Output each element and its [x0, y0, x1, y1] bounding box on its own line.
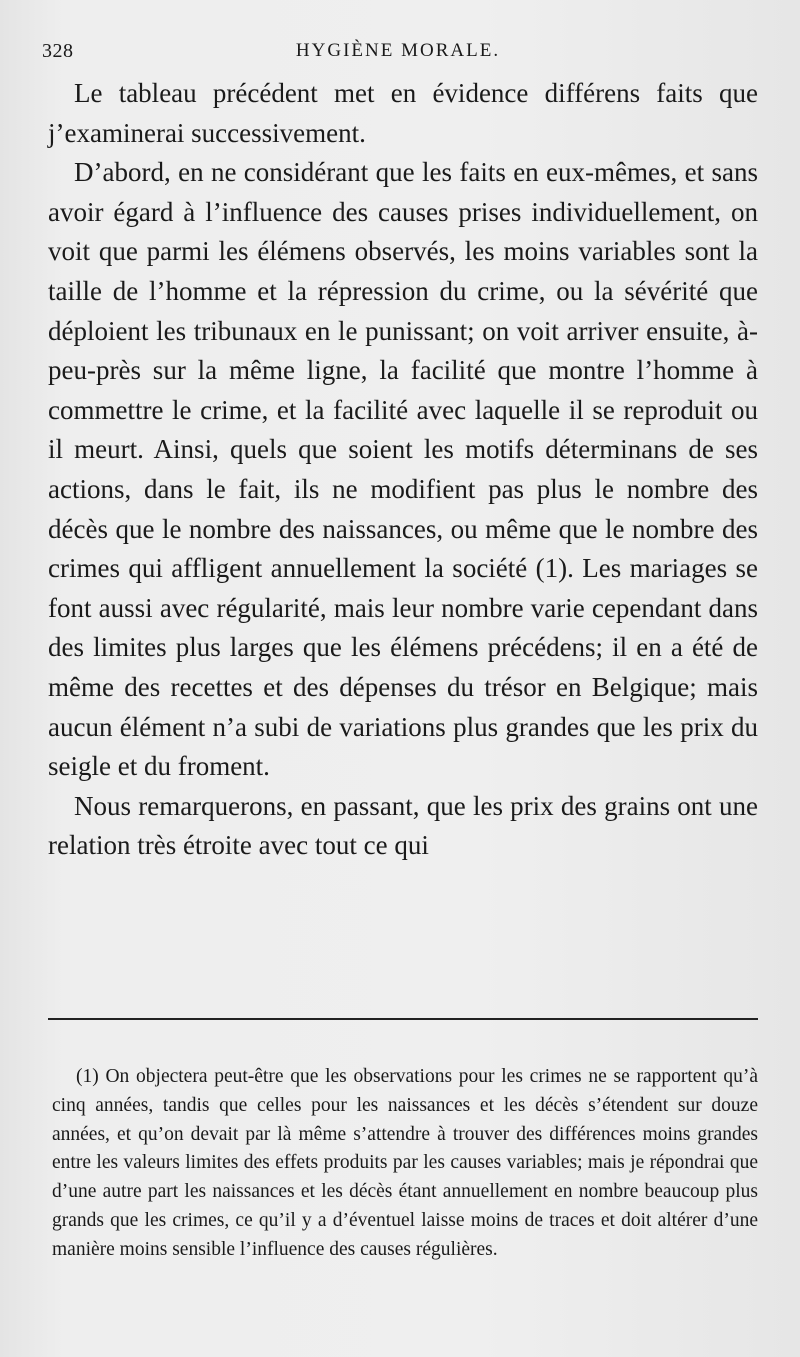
paragraph-3: Nous remarquerons, en passant, que les prix des grains ont une relation très étroite avec tout ce qui: [48, 790, 758, 861]
running-head: HYGIÈNE MORALE.: [295, 40, 501, 61]
paragraph-2: D’abord, en ne considérant que les faits en eux-mêmes, et sans avoir égard à l’influence des causes prises individuellement, on voit que parmi les élémens observés, les moins variables sont la taille de l’homme et la répression du crime, ou la sévérité que déploient les tribunaux en le punissant; on voit arriver ensuite, à-peu-près sur la même ligne, la facilité que montre l’homme à commettre le crime, et la facilité avec laquelle il se reproduit ou il meurt. Ainsi, quels que soient les motifs déterminans de ses actions, dans le fait, ils ne modifient pas plus le nombre des décès que le nombre des naissances, ou même que le nombre des crimes qui affligent annuellement la société (1). Les mariages se font aussi avec régularité, mais leur nombre varie cependant dans des limites plus larges que les élémens précédens; il en a été de même des recettes et des dépenses du trésor en Belgique; mais aucun élément n’a subi de variations plus grandes que les prix du seigle et du froment.: [48, 157, 758, 782]
footnote-rule: [48, 1018, 758, 1020]
main-text: [48, 74, 758, 866]
footnote: [52, 1063, 758, 1265]
page-header: [42, 40, 754, 70]
paragraph-1: Le tableau précédent met en évidence différens faits que j’examinerai successivement.: [48, 78, 758, 148]
footnote-text: (1) On objectera peut-être que les observations pour les crimes ne se rapportent qu’à cinq années, tandis que celles pour les naissances et les décès s’étendent sur douze années, et qu’on devait par là même s’attendre à trouver des différences moins grandes entre les valeurs limites des effets produits par les causes variables; mais je répondrai que d’une autre part les naissances et les décès étant annuellement en nombre beaucoup plus grands que les crimes, ce qu’il y a d’éventuel laisse moins de traces et doit altérer d’une manière moins sensible l’influence des causes régulières.: [52, 1066, 758, 1260]
page-number: 328: [42, 40, 74, 62]
